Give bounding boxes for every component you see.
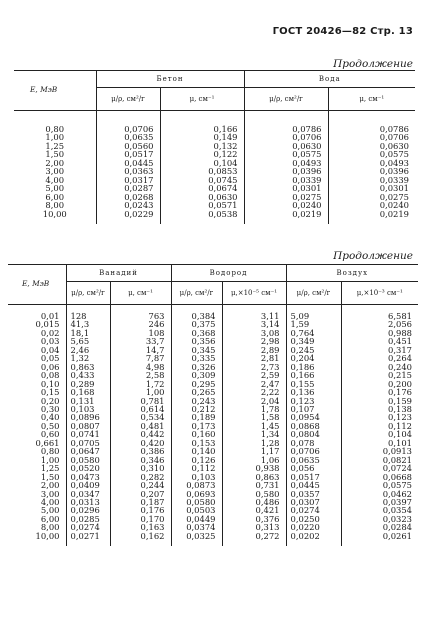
- value-cell: 0,0219: [244, 210, 328, 218]
- energy-cell: 0,015: [35, 319, 60, 330]
- value-cell: 0,0560: [96, 142, 160, 150]
- value-cell: 0,123: [341, 413, 418, 421]
- value-cell: 0,0275: [244, 193, 328, 201]
- value-cell: 0,0580: [66, 456, 110, 464]
- energy-cell: 6,00: [40, 513, 60, 524]
- energy-cell: 8,00: [40, 522, 60, 533]
- value-cell: 0,0741: [66, 430, 110, 438]
- energy-cell: 5,00: [40, 505, 60, 516]
- value-cell: 0,0202: [286, 532, 341, 540]
- value-cell: 0,0285: [66, 515, 110, 523]
- value-cell: 3,14: [222, 320, 286, 328]
- value-cell: 1,06: [222, 456, 286, 464]
- value-cell: 0,264: [341, 354, 418, 362]
- value-cell: 0,0503: [171, 506, 222, 514]
- value-cell: 7,87: [110, 354, 171, 362]
- value-cell: 128: [66, 312, 110, 320]
- value-cell: 0,376: [222, 515, 286, 523]
- value-cell: 14,7: [110, 346, 171, 354]
- running-head: ГОСТ 20426—82 Стр. 13: [272, 26, 413, 37]
- value-cell: 0,0396: [244, 167, 328, 175]
- value-cell: 0,0317: [96, 176, 160, 184]
- energy-cell: 1,50: [45, 149, 65, 160]
- energy-cell: 5,00: [45, 183, 65, 194]
- value-cell: 0,244: [110, 481, 171, 489]
- value-cell: 0,136: [286, 388, 341, 396]
- value-cell: 0,160: [171, 430, 222, 438]
- value-cell: 0,375: [171, 320, 222, 328]
- value-cell: 0,159: [341, 397, 418, 405]
- table-bottom-spacer: [14, 218, 415, 224]
- value-cell: 0,0635: [96, 133, 160, 141]
- value-cell: 1,34: [222, 430, 286, 438]
- value-cell: 0,0313: [66, 498, 110, 506]
- value-cell: 0,0296: [66, 506, 110, 514]
- column-header: μ,×10⁻³ см⁻¹: [341, 282, 418, 305]
- value-cell: 1,17: [222, 447, 286, 455]
- value-cell: 0,103: [171, 473, 222, 481]
- value-cell: 0,0745: [160, 176, 244, 184]
- continuation-label-2: Продолжение: [333, 250, 413, 262]
- value-cell: 3,08: [222, 329, 286, 337]
- value-cell: 0,309: [171, 371, 222, 379]
- value-cell: 0,0571: [160, 201, 244, 209]
- value-cell: 0,317: [341, 346, 418, 354]
- energy-cell: 0,02: [40, 327, 60, 338]
- value-cell: 0,168: [66, 388, 110, 396]
- value-cell: 0,153: [171, 439, 222, 447]
- value-cell: 2,47: [222, 380, 286, 388]
- value-cell: 108: [110, 329, 171, 337]
- column-header: μ/ρ, см²/г: [244, 88, 328, 111]
- value-cell: 0,0374: [171, 523, 222, 531]
- value-cell: 0,0807: [66, 422, 110, 430]
- energy-column-header: E, МэВ: [14, 71, 96, 111]
- energy-cell: 4,00: [45, 174, 65, 185]
- attenuation-table-concrete-water: [14, 70, 415, 224]
- value-cell: 18,1: [66, 329, 110, 337]
- value-cell: 0,289: [66, 380, 110, 388]
- value-cell: 0,421: [222, 506, 286, 514]
- energy-cell: 0,15: [40, 387, 60, 398]
- value-cell: 0,282: [110, 473, 171, 481]
- energy-cell: 0,05: [40, 353, 60, 364]
- energy-cell: 10,00: [35, 530, 60, 541]
- column-header: μ/ρ, см²/г: [171, 282, 222, 305]
- group-header-air: Воздух: [286, 265, 418, 282]
- value-cell: 0,0674: [160, 184, 244, 192]
- value-cell: 0,265: [171, 388, 222, 396]
- column-header: μ,×10⁻⁵ см⁻¹: [222, 282, 286, 305]
- value-cell: 2,04: [222, 397, 286, 405]
- value-cell: 0,0462: [341, 490, 418, 498]
- value-cell: 0,0363: [96, 167, 160, 175]
- value-cell: 0,0575: [328, 150, 415, 158]
- value-cell: 0,107: [286, 405, 341, 413]
- value-cell: 0,0575: [341, 481, 418, 489]
- value-cell: 1,78: [222, 405, 286, 413]
- value-cell: 4,98: [110, 363, 171, 371]
- value-cell: 0,0706: [244, 133, 328, 141]
- value-cell: 0,140: [171, 447, 222, 455]
- value-cell: 1,32: [66, 354, 110, 362]
- value-cell: 0,0275: [328, 193, 415, 201]
- energy-cell: 0,04: [40, 344, 60, 355]
- value-cell: 0,384: [171, 312, 222, 320]
- value-cell: 0,0580: [171, 498, 222, 506]
- group-header-water: Вода: [244, 71, 415, 88]
- value-cell: 0,245: [286, 346, 341, 354]
- value-cell: 0,0325: [171, 532, 222, 540]
- value-cell: 0,295: [171, 380, 222, 388]
- value-cell: 0,104: [341, 430, 418, 438]
- value-cell: 2,81: [222, 354, 286, 362]
- value-cell: 0,163: [110, 523, 171, 531]
- value-cell: 1,28: [222, 439, 286, 447]
- group-header-concrete: Бетон: [96, 71, 244, 88]
- energy-cell: 1,25: [45, 140, 65, 151]
- energy-cell: 6,00: [45, 191, 65, 202]
- value-cell: 0,346: [110, 456, 171, 464]
- value-cell: 0,173: [171, 422, 222, 430]
- value-cell: 1,45: [222, 422, 286, 430]
- energy-cell: 0,661: [35, 437, 60, 448]
- value-cell: 0,534: [110, 413, 171, 421]
- value-cell: 0,0538: [160, 210, 244, 218]
- value-cell: 0,138: [341, 405, 418, 413]
- value-cell: 763: [110, 312, 171, 320]
- value-cell: 2,89: [222, 346, 286, 354]
- value-cell: 0,149: [160, 133, 244, 141]
- value-cell: 0,166: [286, 371, 341, 379]
- value-cell: 0,0250: [286, 515, 341, 523]
- energy-cell: 0,10: [40, 378, 60, 389]
- group-header-hydrogen: Водород: [171, 265, 286, 282]
- value-cell: 0,764: [286, 329, 341, 337]
- value-cell: 0,176: [110, 506, 171, 514]
- value-cell: 0,078: [286, 439, 341, 447]
- table-row: [14, 210, 415, 218]
- energy-cell: 0,40: [40, 412, 60, 423]
- value-cell: 0,451: [341, 337, 418, 345]
- value-cell: 0,0853: [160, 167, 244, 175]
- value-cell: 0,103: [66, 405, 110, 413]
- value-cell: 6,581: [341, 312, 418, 320]
- value-cell: 0,0397: [341, 498, 418, 506]
- value-cell: 5,09: [286, 312, 341, 320]
- value-cell: 0,126: [171, 456, 222, 464]
- value-cell: 0,166: [160, 125, 244, 133]
- value-cell: 0,101: [341, 439, 418, 447]
- value-cell: 0,614: [110, 405, 171, 413]
- value-cell: 0,580: [222, 490, 286, 498]
- energy-cell: 1,00: [45, 132, 65, 143]
- column-header: μ, см⁻¹: [160, 88, 244, 111]
- value-cell: 2,22: [222, 388, 286, 396]
- value-cell: 0,781: [110, 397, 171, 405]
- value-cell: 0,0786: [244, 125, 328, 133]
- value-cell: 1,58: [222, 413, 286, 421]
- continuation-label-1: Продолжение: [333, 58, 413, 70]
- value-cell: 0,0786: [328, 125, 415, 133]
- energy-cell: 0,80: [45, 124, 65, 134]
- value-cell: 1,00: [110, 388, 171, 396]
- value-cell: 0,0954: [286, 413, 341, 421]
- energy-cell: 1,25: [40, 463, 60, 474]
- value-cell: 0,0706: [328, 133, 415, 141]
- value-cell: 0,481: [110, 422, 171, 430]
- value-cell: 0,310: [110, 464, 171, 472]
- value-cell: 0,0630: [244, 142, 328, 150]
- value-cell: 0,123: [286, 397, 341, 405]
- value-cell: 0,186: [286, 363, 341, 371]
- value-cell: 0,0409: [66, 481, 110, 489]
- value-cell: 0,0396: [328, 167, 415, 175]
- value-cell: 0,0287: [96, 184, 160, 192]
- value-cell: 0,155: [286, 380, 341, 388]
- energy-cell: 0,20: [40, 395, 60, 406]
- value-cell: 0,162: [110, 532, 171, 540]
- value-cell: 0,240: [341, 363, 418, 371]
- value-cell: 0,0243: [96, 201, 160, 209]
- value-cell: 0,131: [66, 397, 110, 405]
- value-cell: 0,0307: [286, 498, 341, 506]
- value-cell: 0,0705: [66, 439, 110, 447]
- value-cell: 2,58: [110, 371, 171, 379]
- energy-cell: 8,00: [45, 200, 65, 211]
- value-cell: 0,0647: [66, 447, 110, 455]
- value-cell: 2,46: [66, 346, 110, 354]
- value-cell: 0,0240: [328, 201, 415, 209]
- value-cell: 0,442: [110, 430, 171, 438]
- value-cell: 0,0873: [171, 481, 222, 489]
- table-bottom-spacer: [8, 540, 418, 546]
- energy-column-header: E, МэВ: [8, 265, 66, 305]
- value-cell: 0,0868: [286, 422, 341, 430]
- energy-cell: 3,00: [45, 166, 65, 177]
- value-cell: 2,59: [222, 371, 286, 379]
- value-cell: 0,0449: [171, 515, 222, 523]
- value-cell: 0,0493: [328, 159, 415, 167]
- value-cell: 0,863: [222, 473, 286, 481]
- table-row: [8, 532, 418, 540]
- value-cell: 0,204: [286, 354, 341, 362]
- value-cell: 0,0220: [286, 523, 341, 531]
- value-cell: 0,0706: [96, 125, 160, 133]
- value-cell: 246: [110, 320, 171, 328]
- column-header: μ/ρ, см²/г: [286, 282, 341, 305]
- value-cell: 0,0804: [286, 430, 341, 438]
- energy-cell: 4,00: [40, 496, 60, 507]
- value-cell: 0,200: [341, 380, 418, 388]
- value-cell: 41,3: [66, 320, 110, 328]
- value-cell: 0,0517: [286, 473, 341, 481]
- value-cell: 0,420: [110, 439, 171, 447]
- energy-cell: 0,30: [40, 403, 60, 414]
- column-header: μ/ρ, см²/г: [96, 88, 160, 111]
- value-cell: 1,59: [286, 320, 341, 328]
- value-cell: 0,0357: [286, 490, 341, 498]
- value-cell: 0,189: [171, 413, 222, 421]
- value-cell: 0,212: [171, 405, 222, 413]
- energy-cell: 10,00: [42, 208, 67, 219]
- value-cell: 0,386: [110, 447, 171, 455]
- value-cell: 0,0323: [341, 515, 418, 523]
- value-cell: 0,0630: [328, 142, 415, 150]
- value-cell: 0,170: [110, 515, 171, 523]
- value-cell: 0,0445: [286, 481, 341, 489]
- value-cell: 0,326: [171, 363, 222, 371]
- value-cell: 0,0445: [96, 159, 160, 167]
- value-cell: 0,486: [222, 498, 286, 506]
- value-cell: 0,345: [171, 346, 222, 354]
- value-cell: 0,0268: [96, 193, 160, 201]
- value-cell: 0,0635: [286, 456, 341, 464]
- value-cell: 0,0575: [244, 150, 328, 158]
- value-cell: 0,988: [341, 329, 418, 337]
- value-cell: 0,132: [160, 142, 244, 150]
- value-cell: 0,0520: [66, 464, 110, 472]
- value-cell: 0,0630: [160, 193, 244, 201]
- value-cell: 0,0240: [244, 201, 328, 209]
- value-cell: 0,0219: [328, 210, 415, 218]
- energy-cell: 0,50: [40, 420, 60, 431]
- energy-cell: 0,60: [40, 429, 60, 440]
- energy-cell: 0,01: [40, 311, 60, 321]
- value-cell: 0,433: [66, 371, 110, 379]
- value-cell: 0,176: [341, 388, 418, 396]
- value-cell: 0,0706: [286, 447, 341, 455]
- value-cell: 0,731: [222, 481, 286, 489]
- value-cell: 0,0347: [66, 490, 110, 498]
- value-cell: 0,0354: [341, 506, 418, 514]
- value-cell: 2,98: [222, 337, 286, 345]
- value-cell: 0,0284: [341, 523, 418, 531]
- energy-cell: 0,06: [40, 361, 60, 372]
- value-cell: 0,122: [160, 150, 244, 158]
- value-cell: 0,0913: [341, 447, 418, 455]
- value-cell: 0,313: [222, 523, 286, 531]
- energy-cell: 3,00: [40, 488, 60, 499]
- value-cell: 0,863: [66, 363, 110, 371]
- value-cell: 2,056: [341, 320, 418, 328]
- value-cell: 0,0339: [244, 176, 328, 184]
- energy-cell: 2,00: [45, 157, 65, 168]
- value-cell: 0,0821: [341, 456, 418, 464]
- value-cell: 0,335: [171, 354, 222, 362]
- energy-cell: 1,00: [40, 454, 60, 465]
- attenuation-table-vanadium-hydrogen-air: [8, 264, 418, 546]
- value-cell: 0,0229: [96, 210, 160, 218]
- value-cell: 0,104: [160, 159, 244, 167]
- value-cell: 0,0517: [96, 150, 160, 158]
- energy-cell: 0,03: [40, 336, 60, 347]
- value-cell: 0,112: [171, 464, 222, 472]
- value-cell: 0,215: [341, 371, 418, 379]
- value-cell: 0,0693: [171, 490, 222, 498]
- value-cell: 0,356: [171, 337, 222, 345]
- value-cell: 0,0274: [66, 523, 110, 531]
- energy-cell: 0,80: [40, 446, 60, 457]
- value-cell: 0,112: [341, 422, 418, 430]
- column-header: μ/ρ, см²/г: [66, 282, 110, 305]
- value-cell: 0,0339: [328, 176, 415, 184]
- energy-cell: 1,50: [40, 471, 60, 482]
- value-cell: 0,187: [110, 498, 171, 506]
- value-cell: 0,272: [222, 532, 286, 540]
- value-cell: 5,65: [66, 337, 110, 345]
- value-cell: 2,73: [222, 363, 286, 371]
- value-cell: 0,0668: [341, 473, 418, 481]
- group-header-vanadium: Ванадий: [66, 265, 171, 282]
- value-cell: 0,0271: [66, 532, 110, 540]
- value-cell: 0,938: [222, 464, 286, 472]
- value-cell: 0,0274: [286, 506, 341, 514]
- value-cell: 0,0301: [328, 184, 415, 192]
- value-cell: 0,0473: [66, 473, 110, 481]
- value-cell: 0,0724: [341, 464, 418, 472]
- value-cell: 3,11: [222, 312, 286, 320]
- value-cell: 0,056: [286, 464, 341, 472]
- value-cell: 0,0896: [66, 413, 110, 421]
- column-header: μ, см⁻¹: [328, 88, 415, 111]
- value-cell: 0,243: [171, 397, 222, 405]
- value-cell: 0,368: [171, 329, 222, 337]
- value-cell: 0,0301: [244, 184, 328, 192]
- value-cell: 0,207: [110, 490, 171, 498]
- value-cell: 33,7: [110, 337, 171, 345]
- column-header: μ, см⁻¹: [110, 282, 171, 305]
- value-cell: 0,0493: [244, 159, 328, 167]
- value-cell: 1,72: [110, 380, 171, 388]
- value-cell: 0,349: [286, 337, 341, 345]
- energy-cell: 0,08: [40, 370, 60, 381]
- energy-cell: 2,00: [40, 480, 60, 491]
- value-cell: 0,0261: [341, 532, 418, 540]
